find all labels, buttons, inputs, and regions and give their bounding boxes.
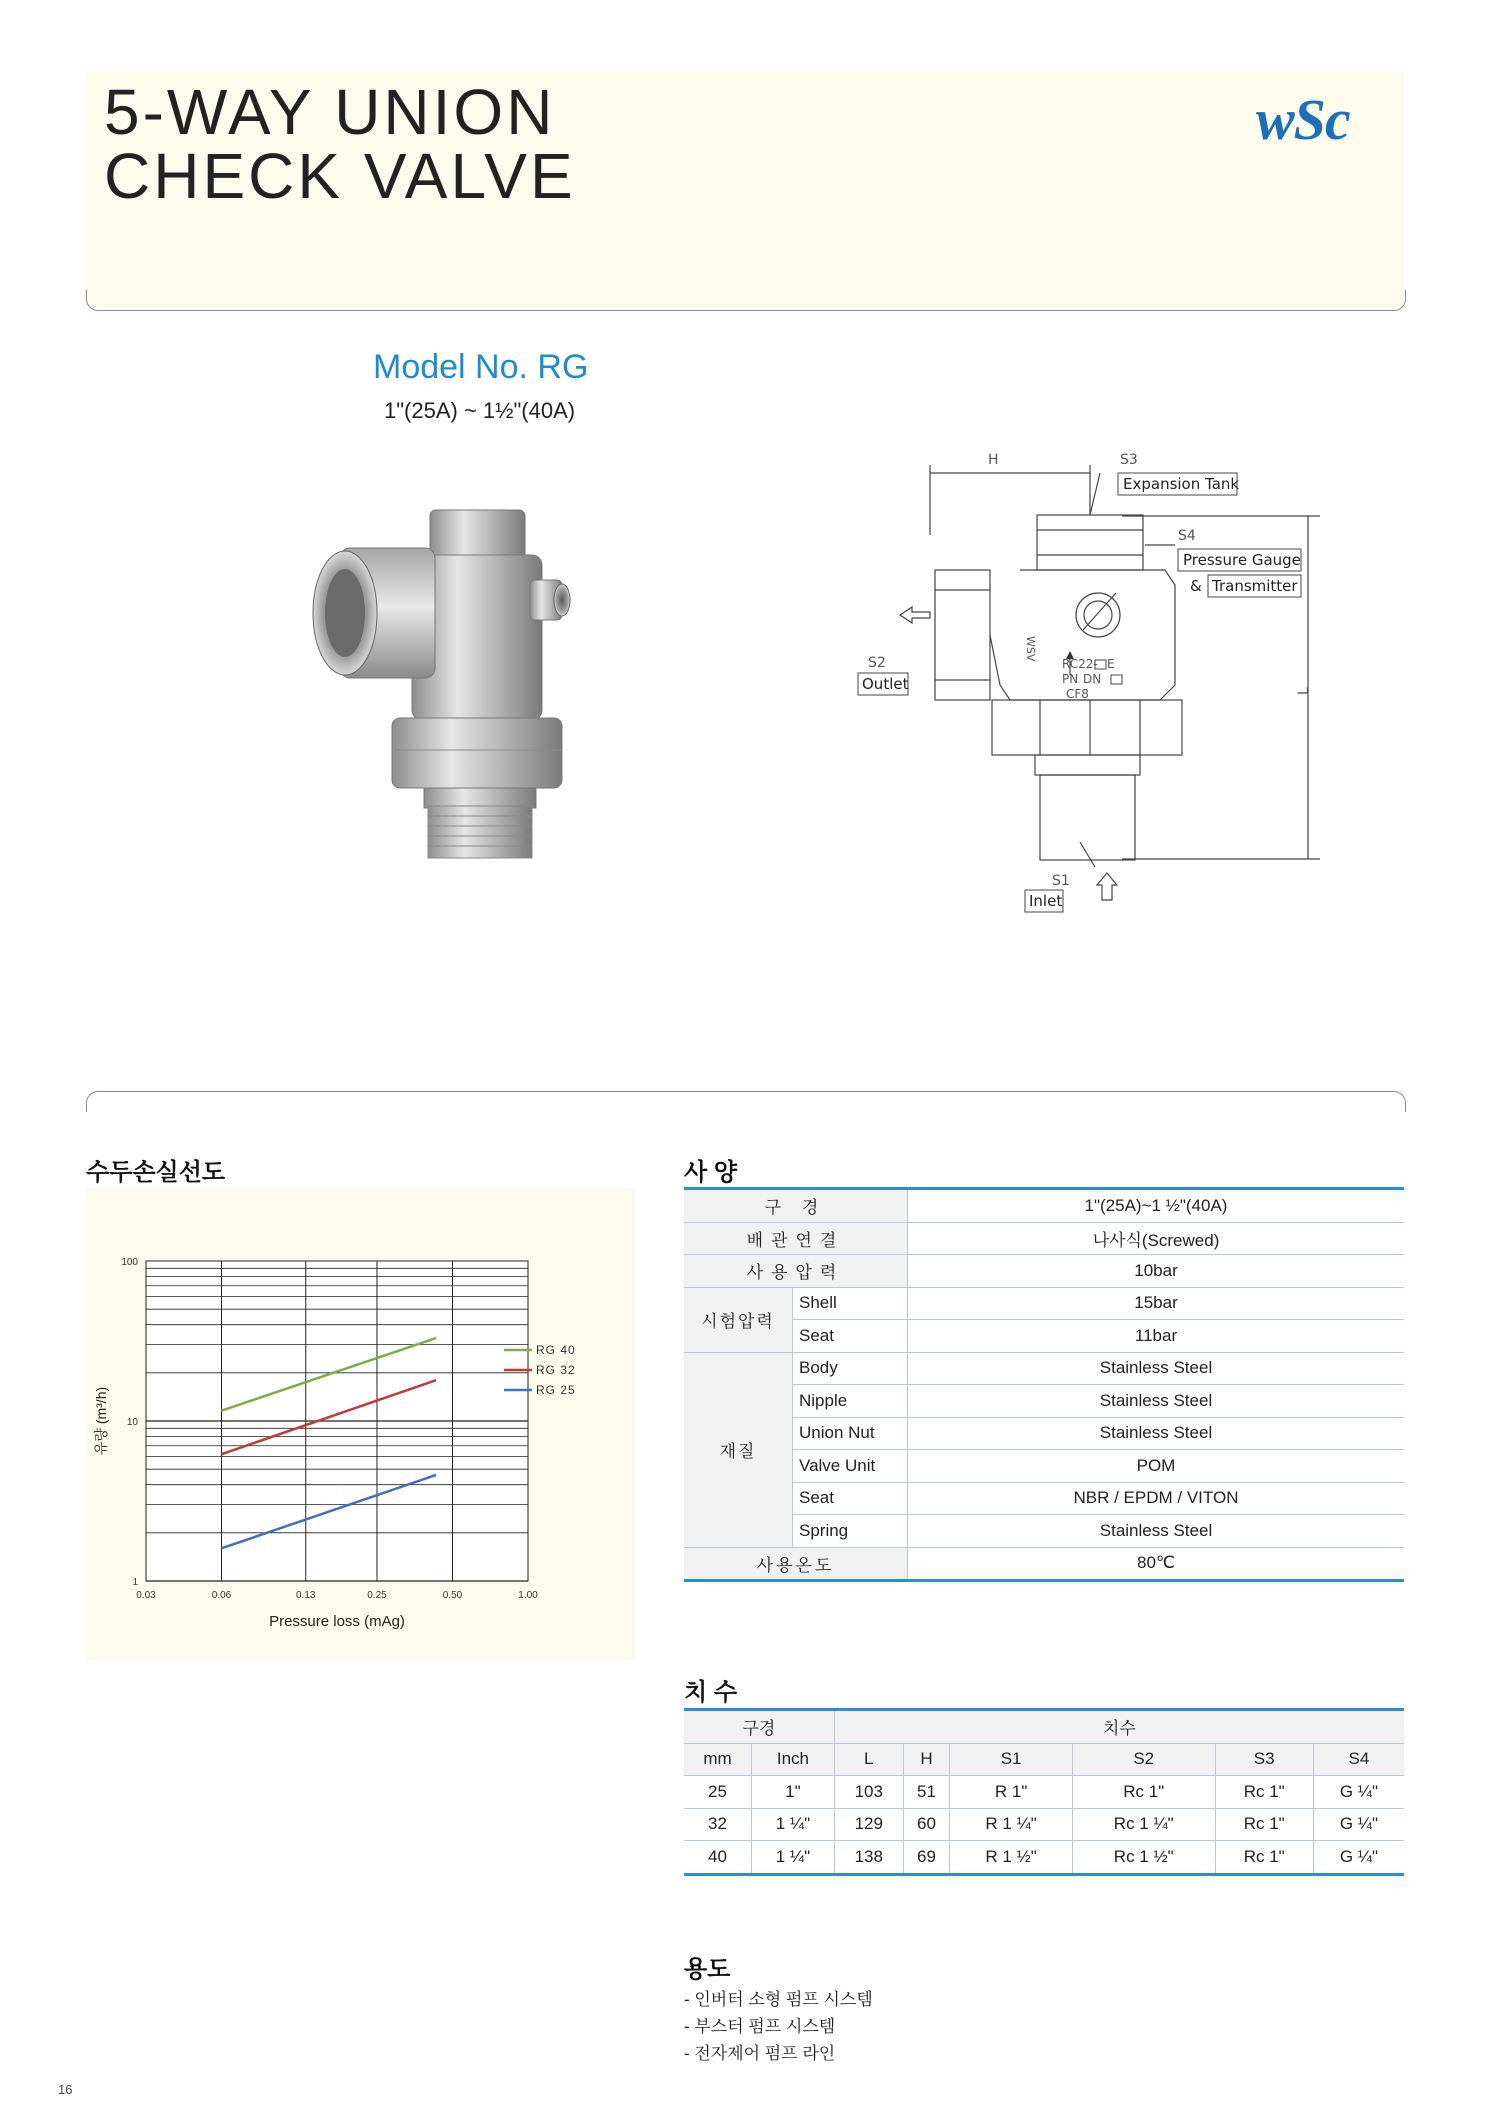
table-cell: Rc 1 ½" xyxy=(1072,1841,1215,1873)
chart-section-title: 수두손실선도 xyxy=(86,1159,226,1186)
x-tick-label: 0.03 xyxy=(136,1590,156,1601)
dim-l-label: L xyxy=(1296,687,1312,695)
spec-value: 나사식(Screwed) xyxy=(908,1222,1405,1255)
table-cell: Rc 1" xyxy=(1215,1841,1313,1873)
header-dim: 치수 xyxy=(834,1711,1404,1743)
spec-sub-label: Valve Unit xyxy=(793,1450,908,1483)
column-header: mm xyxy=(684,1743,752,1776)
spec-group-label: 시험압력 xyxy=(684,1287,793,1352)
x-tick-label: 0.13 xyxy=(296,1590,316,1601)
product-photo xyxy=(300,500,590,870)
spec-section-title: 사 양 xyxy=(684,1159,738,1186)
table-cell: 1 ¼" xyxy=(752,1808,835,1841)
label-inlet: Inlet xyxy=(1029,892,1063,910)
column-header: S3 xyxy=(1215,1743,1313,1776)
spec-value: 11bar xyxy=(908,1320,1405,1353)
column-header: S4 xyxy=(1313,1743,1404,1776)
spec-value: Stainless Steel xyxy=(908,1352,1405,1385)
spec-table xyxy=(684,1187,1404,1582)
y-axis-label: 유량 (m³/h) xyxy=(93,1386,109,1456)
header-bore: 구경 xyxy=(684,1711,834,1743)
section-divider xyxy=(86,1091,1406,1112)
page-number: 16 xyxy=(58,2082,73,2097)
table-cell: R 1" xyxy=(950,1776,1073,1809)
x-tick-label: 0.06 xyxy=(211,1590,232,1601)
spec-sub-label: Union Nut xyxy=(793,1417,908,1450)
table-cell: 25 xyxy=(684,1776,752,1809)
x-tick-label: 0.50 xyxy=(442,1590,463,1601)
table-cell: 40 xyxy=(708,1846,727,1866)
table-row xyxy=(684,1841,1404,1873)
table-row xyxy=(684,1287,1404,1320)
page-title xyxy=(104,76,576,212)
y-tick-label: 100 xyxy=(121,1257,138,1268)
dim-section-title: 치 수 xyxy=(684,1679,738,1706)
spec-label: 구 경 xyxy=(684,1190,908,1222)
spec-value: 80℃ xyxy=(908,1547,1405,1579)
spec-value: 15bar xyxy=(908,1287,1405,1320)
label-expansion-tank: Expansion Tank xyxy=(1123,475,1240,493)
column-header: S2 xyxy=(1072,1743,1215,1776)
brand-logo: wSc xyxy=(1256,87,1350,152)
table-row xyxy=(684,1482,1404,1515)
spec-sub-label: Shell xyxy=(793,1287,908,1320)
table-cell: 32 xyxy=(684,1808,752,1841)
mark-e: E xyxy=(1107,657,1115,671)
table-cell: Rc 1" xyxy=(1072,1776,1215,1809)
table-row xyxy=(684,1222,1404,1255)
table-cell: R 1 ¼" xyxy=(950,1808,1073,1841)
title-line-1: 5-WAY UNION xyxy=(104,76,556,148)
table-cell: Rc 1 ¼" xyxy=(1072,1808,1215,1841)
table-row xyxy=(684,1320,1404,1353)
table-cell: G ¼" xyxy=(1313,1776,1404,1809)
y-tick-label: 10 xyxy=(126,1417,138,1428)
dim-s2-label: S2 xyxy=(868,655,886,671)
dimension-table xyxy=(684,1708,1404,1876)
spec-value: 1"(25A)~1 ½"(40A) xyxy=(908,1190,1405,1222)
label-outlet: Outlet xyxy=(862,675,909,693)
table-row xyxy=(684,1352,1404,1385)
mark-dn: DN xyxy=(1083,672,1102,686)
table-cell: 51 xyxy=(903,1776,950,1809)
spec-value: 10bar xyxy=(908,1255,1405,1288)
table-cell: G ¼" xyxy=(1313,1841,1404,1873)
table-cell: 69 xyxy=(903,1841,950,1873)
table-row xyxy=(684,1547,1404,1579)
technical-drawing xyxy=(840,445,1330,935)
spec-value: Stainless Steel xyxy=(908,1515,1405,1548)
list-item: - 부스터 펌프 시스템 xyxy=(684,2017,836,2036)
spec-sub-label: Nipple xyxy=(793,1385,908,1418)
table-row xyxy=(684,1190,1404,1222)
table-row xyxy=(684,1417,1404,1450)
table-row xyxy=(684,1515,1404,1548)
table-cell: 60 xyxy=(903,1808,950,1841)
mark-pn: PN xyxy=(1062,672,1079,686)
table-row xyxy=(684,1255,1404,1288)
spec-value: POM xyxy=(908,1450,1405,1483)
table-row xyxy=(684,1385,1404,1418)
column-header: H xyxy=(903,1743,950,1776)
spec-sub-label: Seat xyxy=(793,1320,908,1353)
table-cell: 1 ¼" xyxy=(752,1841,835,1873)
column-header: Inch xyxy=(752,1743,835,1776)
dim-s3-label: S3 xyxy=(1120,452,1138,468)
usage-list xyxy=(684,1986,873,2067)
x-tick-label: 1.00 xyxy=(518,1590,538,1601)
y-tick-label: 1 xyxy=(132,1577,138,1588)
table-header-row xyxy=(684,1711,1404,1743)
table-cell: Rc 1" xyxy=(1215,1776,1313,1809)
title-line-2: CHECK VALVE xyxy=(104,140,576,212)
spec-group-label: 재질 xyxy=(684,1352,793,1547)
table-row xyxy=(684,1450,1404,1483)
x-axis-label: Pressure loss (mAg) xyxy=(269,1613,405,1630)
legend-label: RG 32 xyxy=(536,1363,576,1377)
spec-label: 사용온도 xyxy=(684,1547,908,1579)
legend-label: RG 25 xyxy=(536,1383,576,1397)
dim-s1-label: S1 xyxy=(1052,873,1070,889)
label-amp: & xyxy=(1190,577,1202,595)
dim-s4-label: S4 xyxy=(1178,528,1196,544)
spec-sub-label: Spring xyxy=(793,1515,908,1548)
head-loss-chart xyxy=(86,1188,635,1660)
label-pressure-gauge: Pressure Gauge xyxy=(1183,551,1301,569)
table-header-row xyxy=(684,1743,1404,1776)
body-mark: WSV xyxy=(1024,636,1037,662)
header-divider xyxy=(86,290,1406,311)
label-transmitter: Transmitter xyxy=(1212,577,1298,595)
spec-value: Stainless Steel xyxy=(908,1385,1405,1418)
mark-cf8: CF8 xyxy=(1066,687,1089,701)
table-cell: Rc 1" xyxy=(1215,1808,1313,1841)
spec-label: 배관연결 xyxy=(684,1222,908,1255)
table-row xyxy=(684,1776,1404,1809)
list-item: - 전자제어 펌프 라인 xyxy=(684,2044,836,2063)
size-range: 1"(25A) ~ 1½"(40A) xyxy=(384,398,576,423)
table-cell: 103 xyxy=(834,1776,903,1809)
spec-value: Stainless Steel xyxy=(908,1417,1405,1450)
column-header: L xyxy=(834,1743,903,1776)
usage-section-title: 용도 xyxy=(684,1956,731,1983)
table-row xyxy=(684,1808,1404,1841)
dim-h-label: H xyxy=(988,452,999,468)
list-item: - 인버터 소형 펌프 시스템 xyxy=(684,1990,873,2009)
spec-label: 사용압력 xyxy=(684,1255,908,1288)
table-cell: 129 xyxy=(834,1808,903,1841)
spec-value: NBR / EPDM / VITON xyxy=(908,1482,1405,1515)
table-cell: G ¼" xyxy=(1313,1808,1404,1841)
x-tick-label: 0.25 xyxy=(367,1590,387,1601)
spec-sub-label: Seat xyxy=(793,1482,908,1515)
model-number: Model No. RG xyxy=(373,348,589,386)
table-cell: R 1 ½" xyxy=(950,1841,1073,1873)
table-cell: 138 xyxy=(834,1841,903,1873)
table-cell: 1" xyxy=(752,1776,835,1809)
column-header: S1 xyxy=(950,1743,1073,1776)
mark-rc22: RC22- xyxy=(1062,657,1098,671)
spec-sub-label: Body xyxy=(793,1352,908,1385)
legend-label: RG 40 xyxy=(536,1343,576,1357)
